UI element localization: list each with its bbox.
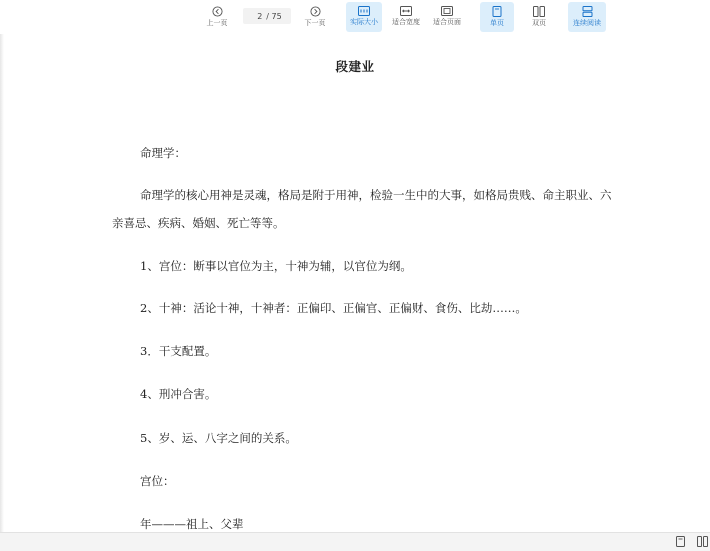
fit-width-icon (400, 6, 412, 16)
actual-size-button[interactable] (346, 2, 382, 32)
paragraph: 命理学的核心用神是灵魂，格局是附于用神，检验一生中的大事，如格局贵贱、命主职业、六亲喜忌、疾病、婚姻、死亡等等。 (112, 188, 612, 230)
paragraph: 1、宫位：断事以官位为主，十神为辅，以官位为纲。 (140, 259, 412, 273)
continuous-reading-label: 连续阅读 (573, 19, 601, 27)
actual-size-label: 实际大小 (350, 18, 378, 26)
paragraph: 3．干支配置。 (140, 344, 217, 358)
fit-page-button[interactable] (429, 2, 465, 32)
current-page-input[interactable] (250, 12, 262, 21)
single-page-label: 单页 (490, 19, 504, 27)
next-page-label: 下一页 (304, 19, 326, 27)
status-bar (0, 532, 710, 551)
prev-page-label: 上一页 (206, 19, 228, 27)
double-page-label: 双页 (532, 19, 546, 27)
paragraph: 宫位： (140, 474, 175, 488)
prev-page-button[interactable] (203, 2, 231, 32)
single-page-button[interactable] (480, 2, 514, 32)
fit-page-icon (441, 6, 453, 16)
document-title: 段建业 (335, 59, 375, 74)
fit-page-label: 适合页面 (433, 18, 461, 26)
page-indicator (243, 8, 291, 24)
double-page-button[interactable] (522, 2, 556, 32)
viewer-toolbar (0, 0, 710, 34)
document-page (0, 34, 710, 534)
single-page-icon (492, 6, 502, 17)
fit-width-button[interactable] (388, 2, 424, 32)
chevron-right-circle-icon (310, 6, 321, 17)
paragraph: 4、刑冲合害。 (140, 387, 217, 401)
actual-size-icon (358, 6, 370, 16)
continuous-reading-button[interactable] (568, 2, 606, 32)
continuous-scroll-icon (582, 6, 593, 17)
total-pages: / 75 (266, 11, 282, 21)
paragraph: 2、十神：活论十神，十神者：正偏印、正偏官、正偏财、食伤、比劫……。 (140, 301, 527, 315)
next-page-button[interactable] (301, 2, 329, 32)
paragraph: 命理学： (140, 146, 186, 160)
paragraph: 年———祖上、父辈 (140, 517, 244, 531)
double-page-view-icon[interactable] (697, 536, 708, 547)
chevron-left-circle-icon (212, 6, 223, 17)
paragraph: 5、岁、运、八字之间的关系。 (140, 431, 297, 445)
double-page-icon (533, 6, 545, 17)
single-page-view-icon[interactable] (676, 536, 685, 547)
fit-width-label: 适合宽度 (392, 18, 420, 26)
